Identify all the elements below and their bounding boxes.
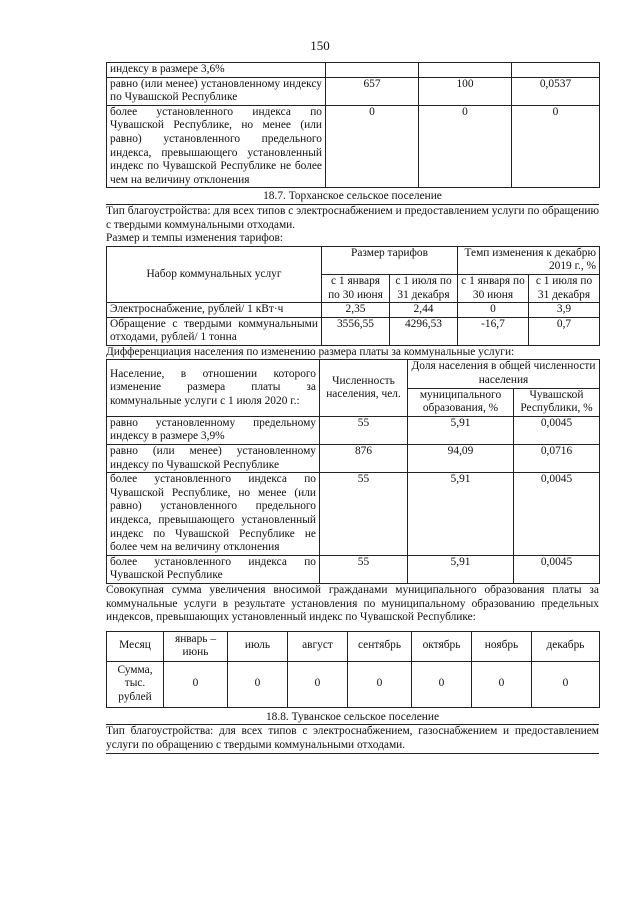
row-label: более установленного индекса по Чувашской Республике	[107, 555, 320, 583]
table-header-row	[107, 360, 600, 388]
page-number: 150	[310, 38, 330, 53]
col-count: Численность населения, чел.	[320, 360, 408, 416]
rate-value: 3,9	[529, 303, 600, 318]
col-month: Месяц	[107, 631, 164, 661]
col-population: Население, в отношении которого изменение размера платы за коммунальные услуги с 1 июля 2020 г.:	[107, 360, 320, 416]
republic-share	[512, 63, 600, 78]
table-row	[107, 445, 600, 473]
table-row	[107, 303, 600, 318]
municipal-share: 5,91	[408, 473, 514, 556]
municipal-share: 94,09	[408, 445, 514, 473]
row-label: более установленного индекса по Чувашской Республике, но менее (или равно) установленного предельного индекса, превышающего установленный индекс по Чувашской Республике не более чем на величину отклонения	[107, 105, 326, 188]
sub-period-4: с 1 июля по 31 декабря	[529, 274, 600, 302]
tariff-value: 2,44	[390, 303, 458, 318]
row-label: равно (или менее) установленному индексу по Чувашской Республике	[107, 445, 320, 473]
tariff-value: 3556,55	[322, 317, 390, 345]
population-count: 0	[326, 105, 419, 188]
row-label: индексу в размере 3,6%	[107, 63, 326, 78]
col-tariff-size: Размер тарифов	[322, 246, 458, 274]
differentiation-table	[106, 359, 600, 584]
month-cell: август	[288, 631, 348, 661]
table-row	[107, 317, 600, 345]
differentiation-caption: Дифференциация населения по изменению размера платы за коммунальные услуги:	[106, 345, 515, 358]
table-row	[107, 77, 600, 105]
table-row	[107, 63, 600, 78]
row-label: равно установленному предельному индексу в размере 3,9%	[107, 416, 320, 444]
republic-share: 0	[512, 105, 600, 188]
row-label-sum: Сумма, тыс. рублей	[107, 661, 164, 707]
tariff-table	[106, 246, 600, 346]
service-name: Обращение с твердыми коммунальными отходами, рублей/ 1 тонна	[107, 317, 322, 345]
population-count: 876	[320, 445, 408, 473]
municipal-share	[419, 63, 512, 78]
col-rate-change: Темп изменения к декабрю 2019 г., %	[458, 246, 600, 274]
month-cell: сентябрь	[348, 631, 412, 661]
tariff-value: 2,35	[322, 303, 390, 318]
table-row	[107, 105, 600, 188]
section-title-18-8: 18.8. Туванское сельское поселение	[265, 710, 440, 723]
sum-value: 0	[228, 661, 288, 707]
sum-value: 0	[288, 661, 348, 707]
document-content	[106, 62, 599, 754]
republic-share: 0,0045	[514, 473, 600, 556]
sum-value: 0	[532, 661, 600, 707]
section-title-18-7: 18.7. Торханское сельское поселение	[263, 190, 442, 203]
table-row	[107, 416, 600, 444]
population-count: 55	[320, 555, 408, 583]
sub-period-3: с 1 января по 30 июня	[458, 274, 529, 302]
col-republic: Чувашской Республики, %	[514, 388, 600, 416]
republic-share: 0,0045	[514, 416, 600, 444]
tariffs-caption: Размер и темпы изменения тарифов:	[106, 232, 284, 245]
republic-share: 0,0045	[514, 555, 600, 583]
municipal-share: 0	[419, 105, 512, 188]
col-municipal: муниципального образования, %	[408, 388, 514, 416]
month-cell: июль	[228, 631, 288, 661]
table-row	[107, 661, 600, 707]
rate-value: 0,7	[529, 317, 600, 345]
total-sum-caption: Совокупная сумма увеличения вносимой гражданами муниципального образования платы за коммунальные услуги в результате установления по муниципальному образованию предельных индексов, превышающих установленный индекс по Чувашской Республике:	[106, 583, 599, 624]
sub-period-2: с 1 июля по 31 декабря	[390, 274, 458, 302]
col-share: Доля населения в общей численности населения	[408, 360, 600, 388]
row-label: равно (или менее) установленному индексу по Чувашской Республике	[107, 77, 326, 105]
population-count: 55	[320, 473, 408, 556]
sum-value: 0	[164, 661, 228, 707]
table-header-row	[107, 631, 600, 661]
row-label: более установленного индекса по Чувашской Республике, но менее (или равно) установленного предельного индекса, превышающего установленный индекс по Чувашской Республике не более чем на величину отклонения	[107, 473, 320, 556]
population-count	[326, 63, 419, 78]
rate-value: -16,7	[458, 317, 529, 345]
sum-value: 0	[472, 661, 532, 707]
improvement-type: Тип благоустройства: для всех типов с электроснабжением и предоставлением услуги по обращению с твердыми коммунальными отходами.	[106, 204, 599, 231]
republic-share: 0,0537	[512, 77, 600, 105]
rate-value: 0	[458, 303, 529, 318]
improvement-type: Тип благоустройства: для всех типов с электроснабжением, газоснабжением и предоставлением услуги по обращению с твердыми коммунальными отходами.	[106, 724, 599, 753]
col-service: Набор коммунальных услуг	[107, 246, 322, 302]
table-row	[107, 473, 600, 556]
monthly-sum-table	[106, 631, 600, 708]
table-row	[107, 555, 600, 583]
population-count: 657	[326, 77, 419, 105]
sum-value: 0	[348, 661, 412, 707]
month-cell: ноябрь	[472, 631, 532, 661]
sum-value: 0	[412, 661, 472, 707]
population-count: 55	[320, 416, 408, 444]
month-cell: октябрь	[412, 631, 472, 661]
municipal-share: 5,91	[408, 416, 514, 444]
month-cell: декабрь	[532, 631, 600, 661]
sub-period-1: с 1 января по 30 июня	[322, 274, 390, 302]
population-table-continued	[106, 62, 600, 188]
municipal-share: 5,91	[408, 555, 514, 583]
republic-share: 0,0716	[514, 445, 600, 473]
tariff-value: 4296,53	[390, 317, 458, 345]
service-name: Электроснабжение, рублей/ 1 кВт·ч	[107, 303, 322, 318]
municipal-share: 100	[419, 77, 512, 105]
table-header-row	[107, 246, 600, 274]
month-cell: январь – июнь	[164, 631, 228, 661]
